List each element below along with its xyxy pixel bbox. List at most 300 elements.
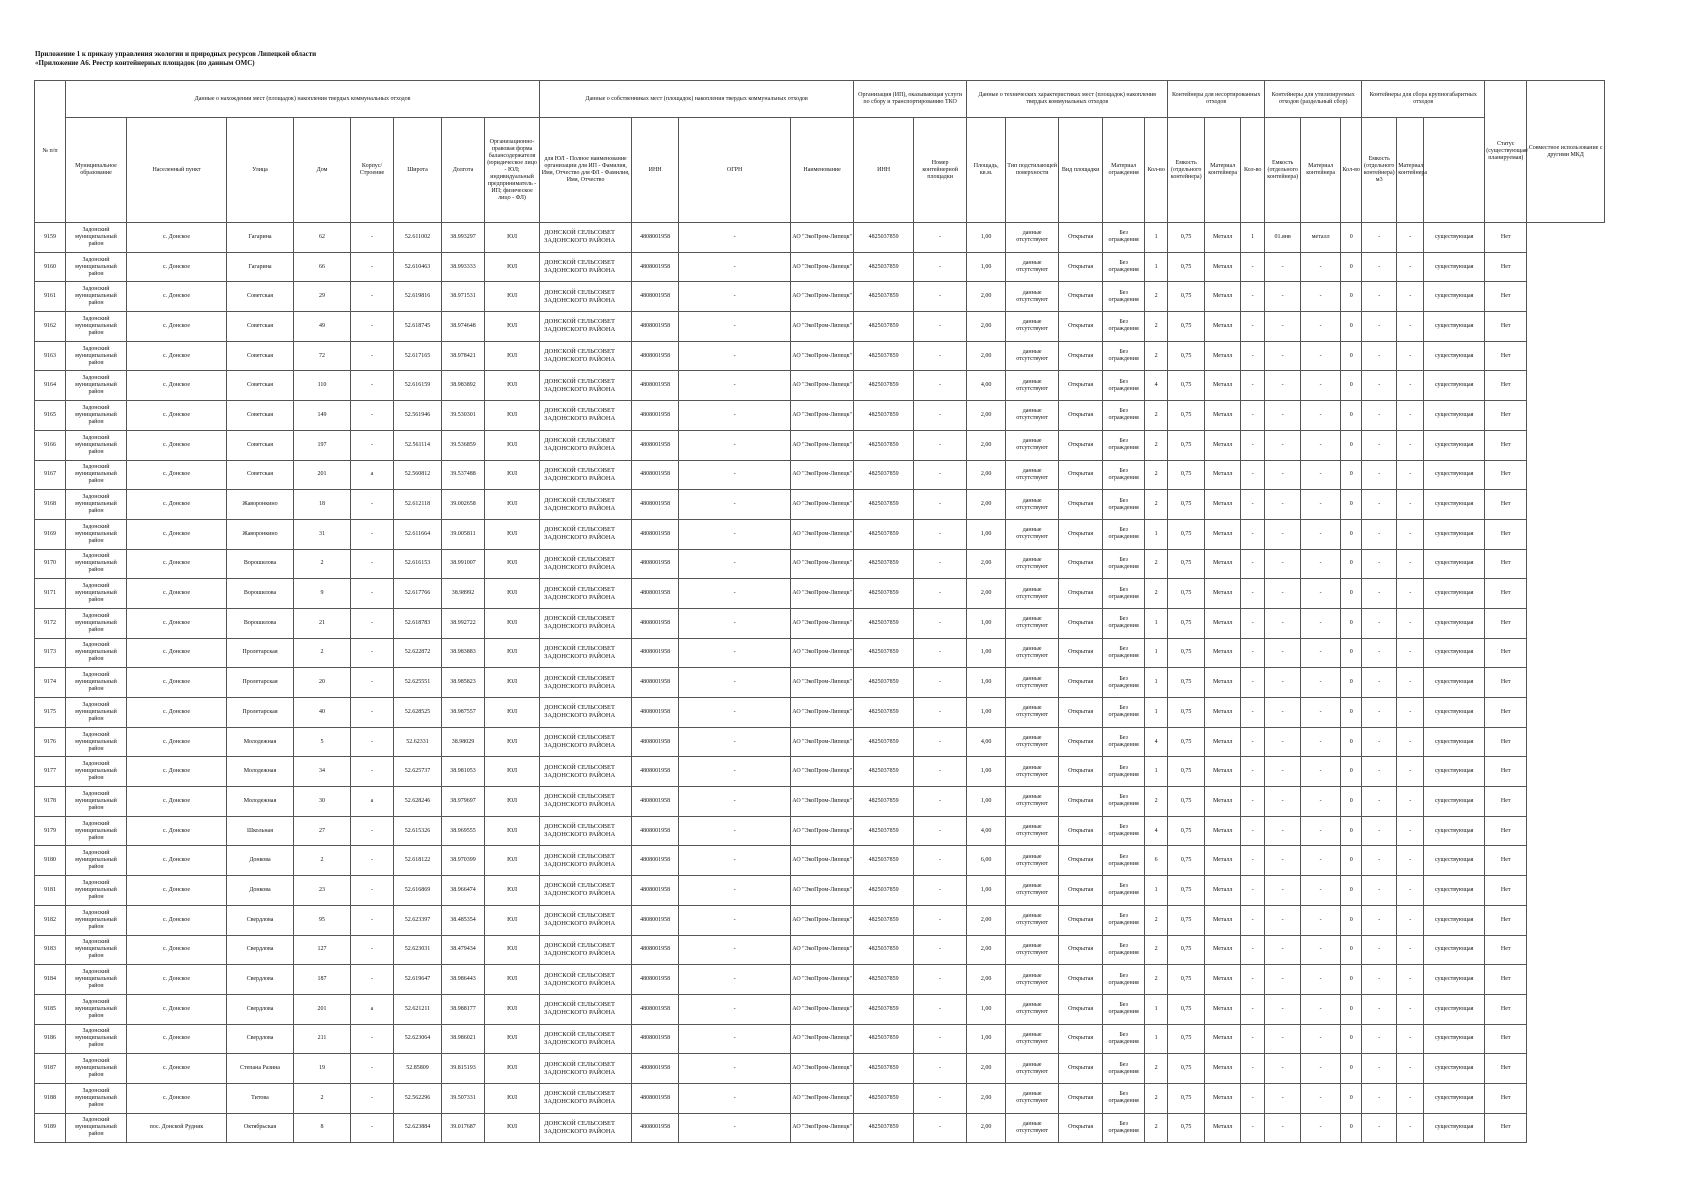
cell-house: 201 <box>294 460 351 490</box>
cell-house: 197 <box>294 430 351 460</box>
cell-bulky-capacity: - <box>1362 698 1397 728</box>
cell-recyclable-qty: - <box>1241 905 1265 935</box>
cell-unsorted-capacity: 0,75 <box>1168 579 1205 609</box>
cell-recyclable-material: - <box>1301 519 1341 549</box>
cell-unsorted-capacity: 0,75 <box>1168 608 1205 638</box>
cell-surface: данные отсутствуют <box>1006 1054 1059 1084</box>
cell-site-type: Открытая <box>1059 608 1103 638</box>
table-row <box>35 994 1605 1024</box>
col-header-fence: Материал ограждения <box>1103 118 1145 223</box>
cell-street: Донкова <box>227 846 294 876</box>
table-row <box>35 965 1605 995</box>
cell-operator-inn: 4825037859 <box>854 608 914 638</box>
cell-unsorted-qty: 2 <box>1145 905 1168 935</box>
cell-owner-name: ДОНСКОЙ СЕЛЬСОВЕТ ЗАДОНСКОГО РАЙОНА <box>540 371 632 401</box>
cell-unsorted-qty: 2 <box>1145 490 1168 520</box>
cell-unsorted-qty: 2 <box>1145 549 1168 579</box>
cell-settlement: с. Донское <box>127 905 227 935</box>
cell-recyclable-material: - <box>1301 549 1341 579</box>
cell-owner-inn: 4808001958 <box>632 223 679 253</box>
cell-status: существующая <box>1424 757 1485 787</box>
cell-building: - <box>351 223 394 253</box>
cell-surface: данные отсутствуют <box>1006 579 1059 609</box>
col-header-site-number: Номер контейнерной площадки <box>914 118 967 223</box>
cell-legal-form: ЮЛ <box>485 994 540 1024</box>
cell-building: - <box>351 608 394 638</box>
cell-site-number: - <box>914 905 967 935</box>
cell-operator-inn: 4825037859 <box>854 698 914 728</box>
cell-status: существующая <box>1424 401 1485 431</box>
cell-latitude: 52.617165 <box>394 341 442 371</box>
cell-site-type: Открытая <box>1059 430 1103 460</box>
cell-shared: Нет <box>1485 668 1527 698</box>
cell-legal-form: ЮЛ <box>485 638 540 668</box>
cell-legal-form: ЮЛ <box>485 727 540 757</box>
cell-site-number: - <box>914 1113 967 1143</box>
cell-site-type: Открытая <box>1059 876 1103 906</box>
cell-operator-inn: 4825037859 <box>854 341 914 371</box>
cell-municipality: Задонский муниципальный район <box>66 727 127 757</box>
cell-settlement: с. Донское <box>127 965 227 995</box>
cell-recyclable-capacity: - <box>1265 935 1301 965</box>
cell-latitude: 52.561946 <box>394 401 442 431</box>
cell-owner-name: ДОНСКОЙ СЕЛЬСОВЕТ ЗАДОНСКОГО РАЙОНА <box>540 608 632 638</box>
cell-shared: Нет <box>1485 519 1527 549</box>
col-header-unsorted-qty: Кол-во <box>1145 118 1168 223</box>
cell-bulky-qty: 0 <box>1341 608 1362 638</box>
cell-site-type: Открытая <box>1059 816 1103 846</box>
cell-operator-name: АО "ЭкоПром-Липецк" <box>791 965 854 995</box>
cell-bulky-material: - <box>1397 727 1424 757</box>
cell-unsorted-capacity: 0,75 <box>1168 905 1205 935</box>
cell-ogrn: - <box>679 312 791 342</box>
cell-recyclable-qty: - <box>1241 876 1265 906</box>
cell-legal-form: ЮЛ <box>485 401 540 431</box>
cell-latitude: 52.618122 <box>394 846 442 876</box>
cell-latitude: 52.561114 <box>394 430 442 460</box>
cell-unsorted-capacity: 0,75 <box>1168 1054 1205 1084</box>
cell-shared: Нет <box>1485 965 1527 995</box>
cell-settlement: с. Донское <box>127 549 227 579</box>
cell-street: Пролетарская <box>227 698 294 728</box>
cell-recyclable-qty: - <box>1241 787 1265 817</box>
cell-surface: данные отсутствуют <box>1006 994 1059 1024</box>
cell-recyclable-qty: - <box>1241 816 1265 846</box>
cell-operator-inn: 4825037859 <box>854 1024 914 1054</box>
cell-latitude: 52.618783 <box>394 608 442 638</box>
cell-longitude: 38.971531 <box>442 282 485 312</box>
cell-recyclable-material: - <box>1301 905 1341 935</box>
cell-operator-inn: 4825037859 <box>854 519 914 549</box>
cell-area: 1,00 <box>967 638 1006 668</box>
cell-surface: данные отсутствуют <box>1006 727 1059 757</box>
cell-bulky-capacity: - <box>1362 282 1397 312</box>
cell-bulky-qty: 0 <box>1341 994 1362 1024</box>
cell-settlement: с. Донское <box>127 608 227 638</box>
cell-latitude: 52.616159 <box>394 371 442 401</box>
cell-status: существующая <box>1424 1024 1485 1054</box>
cell-surface: данные отсутствуют <box>1006 1083 1059 1113</box>
cell-street: Октябрьская <box>227 1113 294 1143</box>
cell-operator-inn: 4825037859 <box>854 757 914 787</box>
cell-building: - <box>351 876 394 906</box>
cell-site-type: Открытая <box>1059 401 1103 431</box>
cell-shared: Нет <box>1485 787 1527 817</box>
cell-site-type: Открытая <box>1059 1083 1103 1113</box>
cell-area: 2,00 <box>967 579 1006 609</box>
cell-street: Титова <box>227 1083 294 1113</box>
cell-longitude: 38.966474 <box>442 876 485 906</box>
cell-unsorted-capacity: 0,75 <box>1168 816 1205 846</box>
table-row <box>35 1054 1605 1084</box>
cell-legal-form: ЮЛ <box>485 905 540 935</box>
cell-latitude: 52.625551 <box>394 668 442 698</box>
cell-surface: данные отсутствуют <box>1006 1113 1059 1143</box>
cell-fence: Без ограждения <box>1103 608 1145 638</box>
cell-recyclable-qty: - <box>1241 490 1265 520</box>
col-header-bulky-qty: Кол-во <box>1341 118 1362 223</box>
cell-number: 9184 <box>35 965 66 995</box>
cell-operator-inn: 4825037859 <box>854 905 914 935</box>
col-header-owner-inn: ИНН <box>632 118 679 223</box>
cell-longitude: 38.993297 <box>442 223 485 253</box>
cell-operator-inn: 4825037859 <box>854 490 914 520</box>
cell-ogrn: - <box>679 994 791 1024</box>
cell-fence: Без ограждения <box>1103 490 1145 520</box>
cell-recyclable-capacity: - <box>1265 905 1301 935</box>
cell-fence: Без ограждения <box>1103 579 1145 609</box>
cell-settlement: с. Донское <box>127 341 227 371</box>
cell-longitude: 39.002658 <box>442 490 485 520</box>
cell-owner-name: ДОНСКОЙ СЕЛЬСОВЕТ ЗАДОНСКОГО РАЙОНА <box>540 341 632 371</box>
cell-longitude: 39.537488 <box>442 460 485 490</box>
cell-fence: Без ограждения <box>1103 223 1145 253</box>
cell-owner-name: ДОНСКОЙ СЕЛЬСОВЕТ ЗАДОНСКОГО РАЙОНА <box>540 312 632 342</box>
cell-legal-form: ЮЛ <box>485 519 540 549</box>
cell-bulky-qty: 0 <box>1341 905 1362 935</box>
cell-recyclable-qty: - <box>1241 549 1265 579</box>
cell-bulky-qty: 0 <box>1341 401 1362 431</box>
cell-unsorted-material: Металл <box>1205 846 1241 876</box>
cell-bulky-material: - <box>1397 430 1424 460</box>
cell-legal-form: ЮЛ <box>485 757 540 787</box>
cell-recyclable-qty: - <box>1241 579 1265 609</box>
cell-site-number: - <box>914 490 967 520</box>
cell-site-number: - <box>914 638 967 668</box>
cell-fence: Без ограждения <box>1103 1113 1145 1143</box>
cell-longitude: 39.017687 <box>442 1113 485 1143</box>
cell-latitude: 52.562296 <box>394 1083 442 1113</box>
cell-site-number: - <box>914 757 967 787</box>
cell-site-number: - <box>914 341 967 371</box>
cell-operator-name: АО "ЭкоПром-Липецк" <box>791 282 854 312</box>
cell-legal-form: ЮЛ <box>485 698 540 728</box>
cell-area: 2,00 <box>967 935 1006 965</box>
cell-latitude: 52.621211 <box>394 994 442 1024</box>
cell-fence: Без ограждения <box>1103 698 1145 728</box>
cell-ogrn: - <box>679 698 791 728</box>
cell-bulky-capacity: - <box>1362 223 1397 253</box>
cell-settlement: с. Донское <box>127 757 227 787</box>
cell-unsorted-qty: 1 <box>1145 608 1168 638</box>
cell-recyclable-material: - <box>1301 727 1341 757</box>
cell-unsorted-material: Металл <box>1205 223 1241 253</box>
cell-recyclable-capacity: - <box>1265 549 1301 579</box>
cell-status: существующая <box>1424 549 1485 579</box>
cell-recyclable-capacity: - <box>1265 282 1301 312</box>
cell-site-number: - <box>914 549 967 579</box>
cell-unsorted-qty: 2 <box>1145 341 1168 371</box>
cell-bulky-material: - <box>1397 401 1424 431</box>
cell-owner-name: ДОНСКОЙ СЕЛЬСОВЕТ ЗАДОНСКОГО РАЙОНА <box>540 727 632 757</box>
cell-street: Донкова <box>227 876 294 906</box>
cell-ogrn: - <box>679 282 791 312</box>
cell-surface: данные отсутствуют <box>1006 223 1059 253</box>
cell-building: а <box>351 994 394 1024</box>
cell-recyclable-capacity: - <box>1265 698 1301 728</box>
cell-site-type: Открытая <box>1059 460 1103 490</box>
cell-status: существующая <box>1424 1054 1485 1084</box>
cell-site-type: Открытая <box>1059 1054 1103 1084</box>
cell-ogrn: - <box>679 876 791 906</box>
cell-building: - <box>351 430 394 460</box>
cell-recyclable-capacity: - <box>1265 757 1301 787</box>
cell-recyclable-material: - <box>1301 341 1341 371</box>
cell-recyclable-material: - <box>1301 282 1341 312</box>
group-owner: Данные о собственниках мест (площадок) накопления твердых коммунальных отходов <box>540 81 854 118</box>
cell-ogrn: - <box>679 490 791 520</box>
cell-fence: Без ограждения <box>1103 341 1145 371</box>
cell-settlement: с. Донское <box>127 787 227 817</box>
cell-unsorted-material: Металл <box>1205 490 1241 520</box>
cell-unsorted-material: Металл <box>1205 1083 1241 1113</box>
cell-site-type: Открытая <box>1059 579 1103 609</box>
cell-settlement: с. Донское <box>127 312 227 342</box>
cell-settlement: с. Донское <box>127 1083 227 1113</box>
cell-recyclable-qty: - <box>1241 371 1265 401</box>
cell-status: существующая <box>1424 638 1485 668</box>
cell-ogrn: - <box>679 935 791 965</box>
cell-shared: Нет <box>1485 371 1527 401</box>
cell-building: - <box>351 816 394 846</box>
cell-shared: Нет <box>1485 1083 1527 1113</box>
table-row <box>35 519 1605 549</box>
cell-number: 9169 <box>35 519 66 549</box>
cell-latitude: 52.560812 <box>394 460 442 490</box>
cell-owner-inn: 4808001958 <box>632 1083 679 1113</box>
cell-fence: Без ограждения <box>1103 282 1145 312</box>
cell-bulky-qty: 0 <box>1341 519 1362 549</box>
cell-recyclable-capacity: - <box>1265 490 1301 520</box>
cell-unsorted-capacity: 0,75 <box>1168 727 1205 757</box>
cell-latitude: 52.623397 <box>394 905 442 935</box>
cell-building: - <box>351 1113 394 1143</box>
cell-number: 9181 <box>35 876 66 906</box>
cell-status: существующая <box>1424 1083 1485 1113</box>
cell-ogrn: - <box>679 608 791 638</box>
cell-unsorted-capacity: 0,75 <box>1168 252 1205 282</box>
cell-owner-name: ДОНСКОЙ СЕЛЬСОВЕТ ЗАДОНСКОГО РАЙОНА <box>540 816 632 846</box>
cell-ogrn: - <box>679 905 791 935</box>
cell-latitude: 52.616869 <box>394 876 442 906</box>
cell-bulky-material: - <box>1397 579 1424 609</box>
col-header-latitude: Широта <box>394 118 442 223</box>
cell-status: существующая <box>1424 460 1485 490</box>
cell-owner-inn: 4808001958 <box>632 282 679 312</box>
cell-recyclable-material: - <box>1301 965 1341 995</box>
cell-recyclable-material: - <box>1301 430 1341 460</box>
cell-fence: Без ограждения <box>1103 994 1145 1024</box>
cell-bulky-capacity: - <box>1362 1024 1397 1054</box>
cell-settlement: с. Донское <box>127 401 227 431</box>
cell-recyclable-capacity: - <box>1265 1054 1301 1084</box>
cell-shared: Нет <box>1485 816 1527 846</box>
cell-recyclable-capacity: - <box>1265 608 1301 638</box>
cell-owner-inn: 4808001958 <box>632 668 679 698</box>
cell-legal-form: ЮЛ <box>485 876 540 906</box>
cell-status: существующая <box>1424 935 1485 965</box>
table-row <box>35 1113 1605 1143</box>
cell-surface: данные отсутствуют <box>1006 252 1059 282</box>
cell-recyclable-qty: - <box>1241 727 1265 757</box>
cell-operator-name: АО "ЭкоПром-Липецк" <box>791 579 854 609</box>
cell-fence: Без ограждения <box>1103 876 1145 906</box>
cell-bulky-material: - <box>1397 608 1424 638</box>
cell-number: 9164 <box>35 371 66 401</box>
cell-unsorted-qty: 1 <box>1145 757 1168 787</box>
cell-bulky-qty: 0 <box>1341 1054 1362 1084</box>
cell-house: 34 <box>294 757 351 787</box>
cell-fence: Без ограждения <box>1103 430 1145 460</box>
heading-line-2: «Приложение А6. Реестр контейнерных площадок (по данным ОМС) <box>35 59 255 67</box>
cell-site-type: Открытая <box>1059 994 1103 1024</box>
col-header-unsorted-material: Материал контейнера <box>1205 118 1241 223</box>
cell-recyclable-capacity: - <box>1265 579 1301 609</box>
cell-site-type: Открытая <box>1059 905 1103 935</box>
cell-site-type: Открытая <box>1059 698 1103 728</box>
cell-ogrn: - <box>679 252 791 282</box>
cell-unsorted-qty: 2 <box>1145 935 1168 965</box>
cell-unsorted-qty: 2 <box>1145 1083 1168 1113</box>
cell-bulky-capacity: - <box>1362 579 1397 609</box>
cell-municipality: Задонский муниципальный район <box>66 757 127 787</box>
cell-number: 9178 <box>35 787 66 817</box>
col-header-recyclable-qty: Кол-во <box>1241 118 1265 223</box>
cell-site-number: - <box>914 935 967 965</box>
cell-bulky-qty: 0 <box>1341 1113 1362 1143</box>
cell-area: 4,00 <box>967 371 1006 401</box>
cell-building: - <box>351 490 394 520</box>
table-row <box>35 549 1605 579</box>
cell-unsorted-material: Металл <box>1205 935 1241 965</box>
cell-operator-inn: 4825037859 <box>854 579 914 609</box>
cell-unsorted-capacity: 0,75 <box>1168 876 1205 906</box>
cell-ogrn: - <box>679 1083 791 1113</box>
cell-bulky-material: - <box>1397 668 1424 698</box>
cell-recyclable-material: - <box>1301 490 1341 520</box>
cell-settlement: с. Донское <box>127 490 227 520</box>
cell-operator-name: АО "ЭкоПром-Липецк" <box>791 1024 854 1054</box>
cell-status: существующая <box>1424 1113 1485 1143</box>
cell-house: 23 <box>294 876 351 906</box>
cell-site-type: Открытая <box>1059 519 1103 549</box>
cell-operator-inn: 4825037859 <box>854 549 914 579</box>
cell-legal-form: ЮЛ <box>485 1113 540 1143</box>
cell-recyclable-qty: - <box>1241 312 1265 342</box>
cell-unsorted-qty: 2 <box>1145 460 1168 490</box>
cell-unsorted-material: Металл <box>1205 401 1241 431</box>
cell-latitude: 52.628525 <box>394 698 442 728</box>
cell-recyclable-qty: 1 <box>1241 223 1265 253</box>
cell-site-type: Открытая <box>1059 1024 1103 1054</box>
cell-bulky-capacity: - <box>1362 668 1397 698</box>
cell-number: 9185 <box>35 994 66 1024</box>
cell-owner-name: ДОНСКОЙ СЕЛЬСОВЕТ ЗАДОНСКОГО РАЙОНА <box>540 1024 632 1054</box>
cell-area: 2,00 <box>967 1113 1006 1143</box>
cell-unsorted-qty: 2 <box>1145 787 1168 817</box>
cell-settlement: с. Донское <box>127 1054 227 1084</box>
cell-surface: данные отсутствуют <box>1006 341 1059 371</box>
cell-operator-inn: 4825037859 <box>854 846 914 876</box>
cell-ogrn: - <box>679 846 791 876</box>
cell-bulky-material: - <box>1397 1054 1424 1084</box>
cell-shared: Нет <box>1485 549 1527 579</box>
cell-legal-form: ЮЛ <box>485 579 540 609</box>
cell-site-type: Открытая <box>1059 638 1103 668</box>
cell-latitude: 52.628246 <box>394 787 442 817</box>
cell-number: 9176 <box>35 727 66 757</box>
cell-recyclable-capacity: - <box>1265 519 1301 549</box>
cell-site-number: - <box>914 282 967 312</box>
cell-municipality: Задонский муниципальный район <box>66 846 127 876</box>
cell-municipality: Задонский муниципальный район <box>66 935 127 965</box>
cell-municipality: Задонский муниципальный район <box>66 608 127 638</box>
cell-unsorted-capacity: 0,75 <box>1168 401 1205 431</box>
cell-site-number: - <box>914 698 967 728</box>
cell-unsorted-material: Металл <box>1205 994 1241 1024</box>
cell-owner-name: ДОНСКОЙ СЕЛЬСОВЕТ ЗАДОНСКОГО РАЙОНА <box>540 1083 632 1113</box>
cell-municipality: Задонский муниципальный район <box>66 1024 127 1054</box>
cell-owner-name: ДОНСКОЙ СЕЛЬСОВЕТ ЗАДОНСКОГО РАЙОНА <box>540 905 632 935</box>
cell-site-type: Открытая <box>1059 490 1103 520</box>
cell-owner-inn: 4808001958 <box>632 1024 679 1054</box>
cell-shared: Нет <box>1485 579 1527 609</box>
cell-area: 2,00 <box>967 905 1006 935</box>
cell-settlement: с. Донское <box>127 460 227 490</box>
cell-unsorted-qty: 1 <box>1145 519 1168 549</box>
cell-municipality: Задонский муниципальный район <box>66 787 127 817</box>
cell-surface: данные отсутствуют <box>1006 490 1059 520</box>
cell-owner-inn: 4808001958 <box>632 460 679 490</box>
cell-surface: данные отсутствуют <box>1006 846 1059 876</box>
cell-owner-name: ДОНСКОЙ СЕЛЬСОВЕТ ЗАДОНСКОГО РАЙОНА <box>540 579 632 609</box>
cell-owner-inn: 4808001958 <box>632 638 679 668</box>
cell-bulky-material: - <box>1397 1113 1424 1143</box>
cell-operator-name: АО "ЭкоПром-Липецк" <box>791 490 854 520</box>
cell-area: 6,00 <box>967 846 1006 876</box>
cell-fence: Без ограждения <box>1103 846 1145 876</box>
cell-shared: Нет <box>1485 490 1527 520</box>
cell-number: 9160 <box>35 252 66 282</box>
cell-unsorted-qty: 2 <box>1145 282 1168 312</box>
group-bulky: Контейнеры для сбора крупногабаритных отходов <box>1362 81 1485 118</box>
cell-building: а <box>351 460 394 490</box>
cell-site-type: Открытая <box>1059 252 1103 282</box>
cell-area: 2,00 <box>967 490 1006 520</box>
cell-status: существующая <box>1424 905 1485 935</box>
cell-longitude: 38.987557 <box>442 698 485 728</box>
cell-bulky-qty: 0 <box>1341 965 1362 995</box>
